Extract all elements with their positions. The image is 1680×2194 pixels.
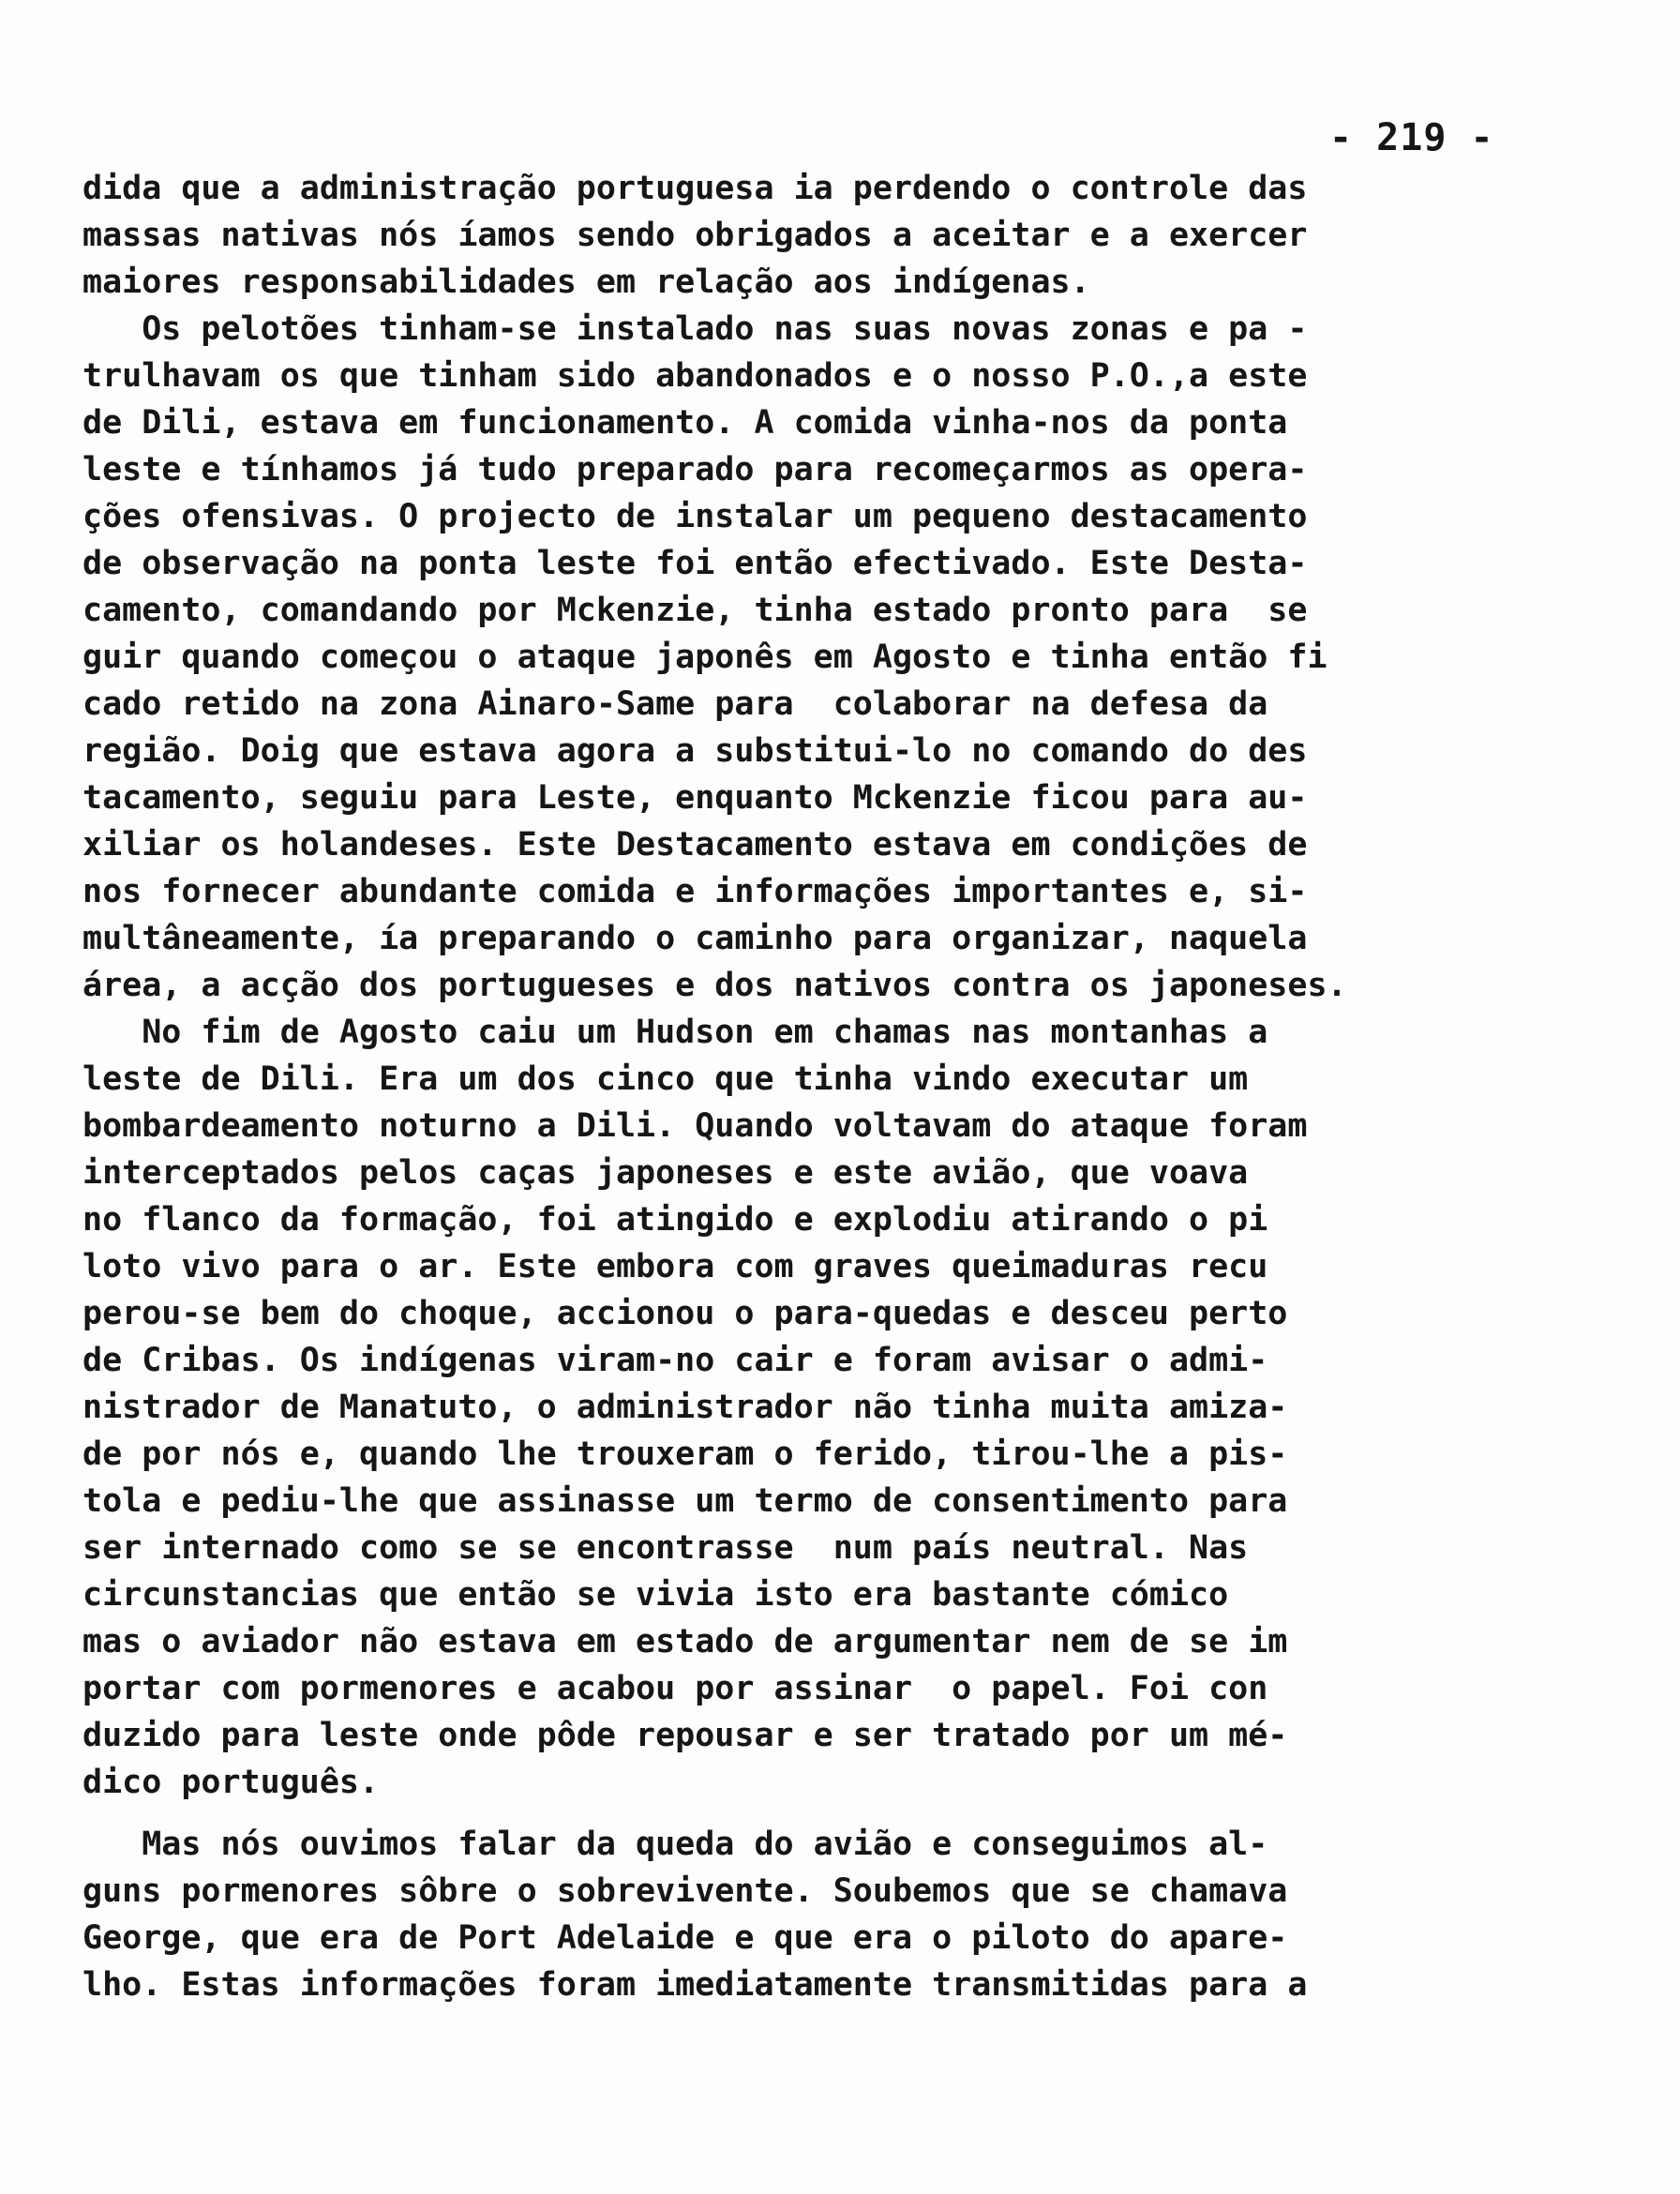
text-line: duzido para leste onde pôde repousar e ser tratado por um mé- [82, 1717, 1288, 1754]
text-line: de Dili, estava em funcionamento. A comida vinha-nos da ponta [82, 404, 1288, 442]
text-line: bombardeamento noturno a Dili. Quando voltavam do ataque foram [82, 1107, 1308, 1145]
text-line: tola e pediu-lhe que assinasse um termo de consentimento para [82, 1482, 1288, 1520]
text-line: leste de Dili. Era um dos cinco que tinha vindo executar um [82, 1060, 1249, 1098]
text-line: trulhavam os que tinham sido abandonados e o nosso P.O.,a este [82, 357, 1308, 395]
page-number: - 219 - [1329, 116, 1494, 159]
text-line: nos fornecer abundante comida e informações importantes e, si- [82, 873, 1308, 910]
paragraph-spacer [82, 1806, 1545, 1821]
text-line: portar com pormenores e acabou por assinar o papel. Foi con [82, 1670, 1268, 1707]
text-line: ções ofensivas. O projecto de instalar um pequeno destacamento [82, 498, 1308, 535]
text-line: de por nós e, quando lhe trouxeram o ferido, tirou-lhe a pis- [82, 1435, 1288, 1473]
text-line: de Cribas. Os indígenas viram-no cair e foram avisar o admi- [82, 1342, 1268, 1379]
text-line: perou-se bem do choque, accionou o para-quedas e desceu perto [82, 1295, 1288, 1332]
text-line: leste e tínhamos já tudo preparado para recomeçarmos as opera- [82, 451, 1308, 488]
text-line: multâneamente, ía preparando o caminho para organizar, naquela [82, 920, 1308, 957]
text-line: área, a acção dos portugueses e dos nativos contra os japoneses. [82, 967, 1347, 1004]
text-line: mas o aviador não estava em estado de argumentar nem de se im [82, 1623, 1288, 1661]
text-line: dico português. [82, 1764, 380, 1801]
text-line: cado retido na zona Ainaro-Same para colaborar na defesa da [82, 685, 1268, 723]
text-line: guns pormenores sôbre o sobrevivente. Soubemos que se chamava [82, 1872, 1288, 1910]
text-line: guir quando começou o ataque japonês em Agosto e tinha então fi [82, 639, 1328, 676]
text-line: No fim de Agosto caiu um Hudson em chamas nas montanhas a [82, 1014, 1268, 1051]
text-line: tacamento, seguiu para Leste, enquanto Mckenzie ficou para au- [82, 779, 1308, 817]
text-line: Mas nós ouvimos falar da queda do avião e conseguimos al- [82, 1826, 1268, 1863]
text-line: circunstancias que então se vivia isto era bastante cómico [82, 1576, 1229, 1614]
body-text [82, 165, 1545, 2008]
text-line: no flanco da formação, foi atingido e explodiu atirando o pi [82, 1201, 1268, 1239]
text-line: loto vivo para o ar. Este embora com graves queimaduras recu [82, 1248, 1268, 1285]
text-line: interceptados pelos caças japoneses e este avião, que voava [82, 1154, 1249, 1192]
text-line: região. Doig que estava agora a substitui-lo no comando do des [82, 732, 1308, 770]
text-line: Os pelotões tinham-se instalado nas suas novas zonas e pa - [82, 310, 1308, 348]
text-line: maiores responsabilidades em relação aos indígenas. [82, 263, 1090, 301]
text-line: dida que a administração portuguesa ia perdendo o controle das [82, 170, 1308, 207]
text-line: George, que era de Port Adelaide e que era o piloto do apare- [82, 1919, 1288, 1957]
text-line: camento, comandando por Mckenzie, tinha estado pronto para se [82, 592, 1308, 629]
text-line: de observação na ponta leste foi então efectivado. Este Desta- [82, 545, 1308, 582]
text-line: lho. Estas informações foram imediatamente transmitidas para a [82, 1966, 1308, 2004]
text-line: massas nativas nós íamos sendo obrigados a aceitar e a exercer [82, 217, 1308, 254]
text-line: nistrador de Manatuto, o administrador não tinha muita amiza- [82, 1389, 1288, 1426]
text-line: xiliar os holandeses. Este Destacamento estava em condições de [82, 826, 1308, 864]
text-line: ser internado como se se encontrasse num país neutral. Nas [82, 1529, 1249, 1567]
